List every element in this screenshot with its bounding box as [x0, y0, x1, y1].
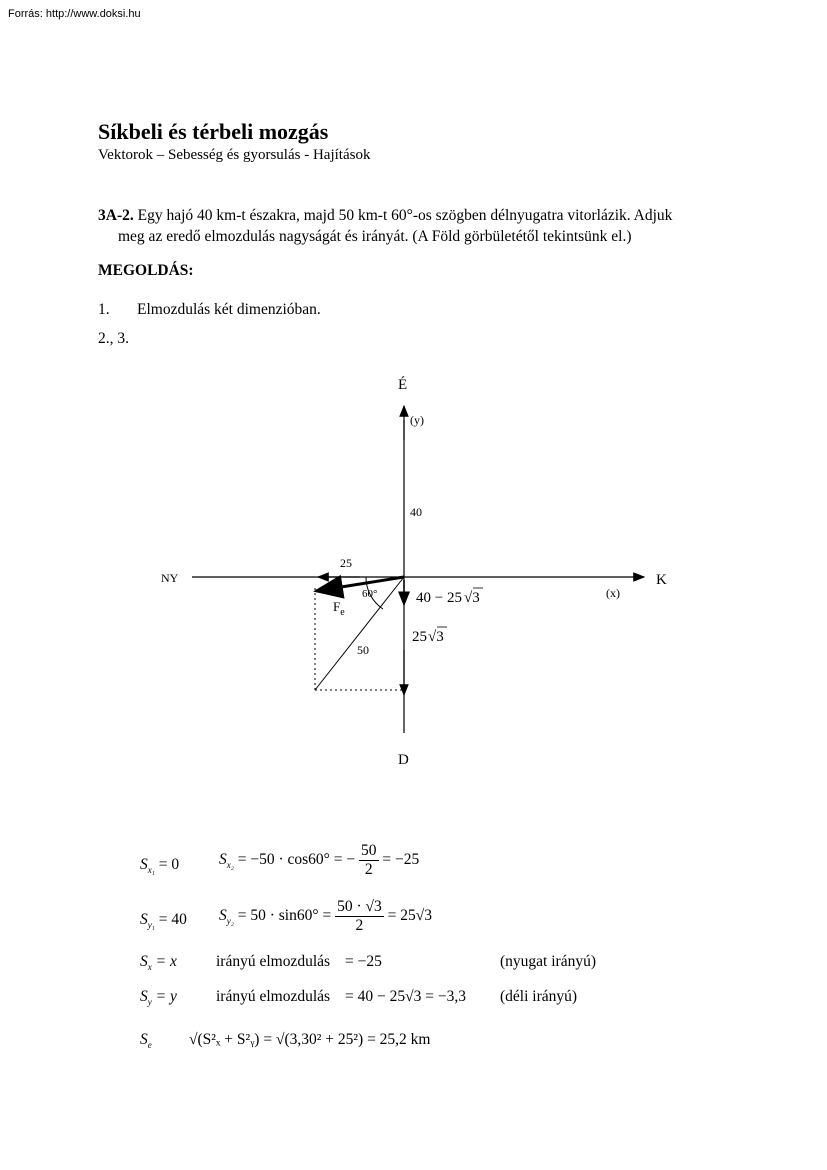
solution-heading: MEGOLDÁS: — [98, 262, 194, 279]
problem-text-line1: Egy hajó 40 km-t északra, majd 50 km-t 60°-os szögben délnyugatra vitorlázik. Adjuk — [137, 207, 673, 224]
label-25sqrt3: 25√3 — [412, 629, 444, 645]
eq-sx2: $S_{x_2} = -50 \cdot \cos 60^\circ$ = − $\frac{50}{2}$ = −25 — [219, 842, 420, 878]
eq-sy-value: = 40 − 25√3 = −3,3 — [345, 988, 466, 1005]
eq-sy1: $S_{y_1} = 40$ — [140, 911, 187, 930]
label-west: NY — [161, 571, 179, 585]
eq-sy: $S_y = y$ — [140, 988, 177, 1007]
page-subtitle: Vektorok – Sebesség és gyorsulás - Hajítások — [98, 147, 371, 163]
label-y-axis: (y) — [410, 413, 424, 427]
eq-sy2: $S_{y_2} = 50 \cdot \sin 60^\circ$ = $\frac{50 \cdot √3}{2}$ = 25√3 — [219, 898, 432, 934]
problem-number: 3A-2. — [98, 207, 134, 224]
vector-50 — [315, 577, 404, 690]
label-50: 50 — [357, 643, 369, 657]
label-25: 25 — [340, 556, 352, 570]
eq-sx-value: = −25 — [345, 953, 382, 970]
step-2-3: 2., 3. — [98, 330, 129, 347]
label-south: D — [398, 752, 409, 768]
eq-se-expr: √(S²ₓ + S²ᵧ) = √(3,30² + 25²) = 25,2 km — [189, 1031, 431, 1048]
eq-sx1: $S_{x_1} = 0$ — [140, 856, 180, 875]
label-east: K — [656, 572, 667, 588]
label-40-minus-25sqrt3: 40 − 25 √3 — [416, 590, 480, 606]
label-angle: 60° — [362, 588, 378, 600]
resultant-vector — [316, 577, 404, 591]
eq-sx: $S_x = x$ — [140, 953, 177, 972]
eq-se: $S_e$ — [140, 1031, 152, 1050]
label-resultant: $F_e$ — [333, 599, 345, 618]
step-1-text: Elmozdulás két dimenzióban. — [137, 301, 321, 318]
eq-sy-note: (déli irányú) — [500, 988, 578, 1005]
source-url: Forrás: http://www.doksi.hu — [8, 8, 141, 20]
label-x-axis: (x) — [606, 586, 620, 600]
label-north: É — [398, 377, 408, 393]
eq-sy-desc: irányú elmozdulás — [216, 988, 331, 1005]
step-1-number: 1. — [98, 301, 110, 318]
label-40: 40 — [410, 505, 422, 519]
eq-sx-desc: irányú elmozdulás — [216, 953, 331, 970]
page-title: Síkbeli és térbeli mozgás — [98, 119, 329, 144]
problem-text-line2: meg az eredő elmozdulás nagyságát és irányát. (A Föld görbületétől tekintsünk el.) — [118, 228, 632, 245]
eq-sx-note: (nyugat irányú) — [500, 953, 596, 970]
